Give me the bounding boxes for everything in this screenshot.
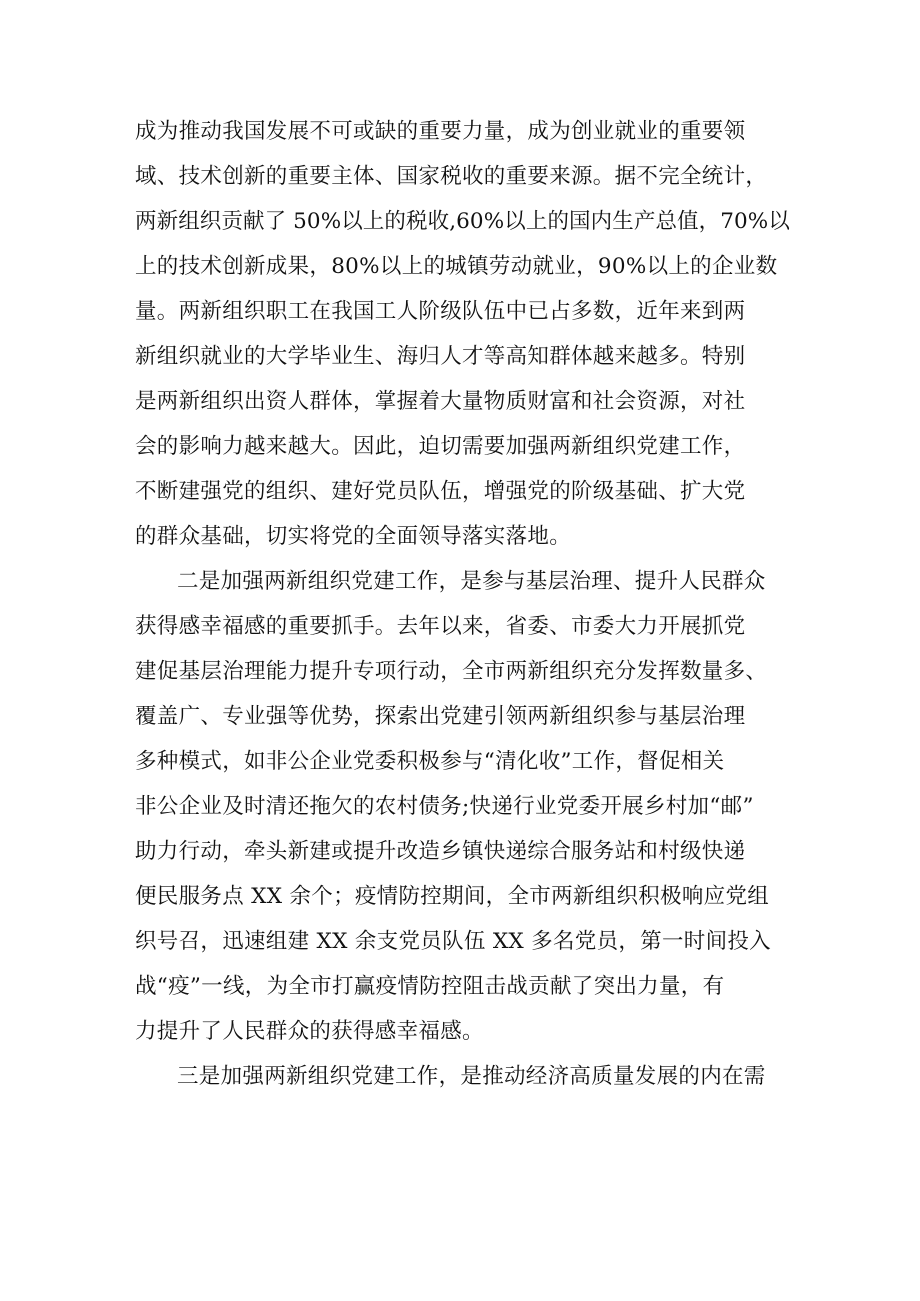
text-line: 域、技术创新的重要主体、国家税收的重要来源。据不完全统计， — [135, 164, 768, 189]
text-line: 三是加强两新组织党建工作，是推动经济高质量发展的内在需 — [177, 1064, 766, 1089]
text-line: 新组织就业的大学毕业生、海归人才等高知群体越来越多。特别 — [135, 344, 746, 369]
text-line: 非公企业及时清还拖欠的农村债务;快递行业党委开展乡村加“邮” — [135, 794, 754, 819]
text-line: 两新组织贡献了 50%以上的税收,60%以上的国内生产总值，70%以 — [135, 209, 790, 234]
text-line: 建促基层治理能力提升专项行动，全市两新组织充分发挥数量多、 — [135, 659, 768, 684]
text-line: 助力行动，牵头新建或提升改造乡镇快递综合服务站和村级快递 — [135, 839, 746, 864]
text-line: 会的影响力越来越大。因此，迫切需要加强两新组织党建工作， — [135, 434, 746, 459]
text-line: 覆盖广、专业强等优势，探索出党建引领两新组织参与基层治理 — [135, 704, 746, 729]
text-line: 的群众基础，切实将党的全面领导落实落地。 — [135, 524, 572, 549]
text-line: 多种模式，如非公企业党委积极参与“清化收”工作，督促相关 — [135, 749, 725, 774]
text-line: 不断建强党的组织、建好党员队伍，增强党的阶级基础、扩大党 — [135, 479, 746, 504]
text-line: 上的技术创新成果，80%以上的城镇劳动就业，90%以上的企业数 — [135, 254, 778, 279]
text-line: 量。两新组织职工在我国工人阶级队伍中已占多数，近年来到两 — [135, 299, 746, 324]
text-line: 力提升了人民群众的获得感幸福感。 — [135, 1019, 484, 1044]
text-line: 是两新组织出资人群体，掌握着大量物质财富和社会资源，对社 — [135, 389, 746, 414]
text-line: 织号召，迅速组建 XX 余支党员队伍 XX 多名党员，第一时间投入 — [135, 929, 771, 954]
text-line: 获得感幸福感的重要抓手。去年以来，省委、市委大力开展抓党 — [135, 614, 746, 639]
text-line: 战“疫”一线，为全市打赢疫情防控阻击战贡献了突出力量，有 — [135, 974, 725, 999]
text-line: 成为推动我国发展不可或缺的重要力量，成为创业就业的重要领 — [135, 119, 746, 144]
text-line: 二是加强两新组织党建工作，是参与基层治理、提升人民群众 — [177, 569, 766, 594]
text-line: 便民服务点 XX 余个；疫情防控期间，全市两新组织积极响应党组 — [135, 884, 770, 909]
